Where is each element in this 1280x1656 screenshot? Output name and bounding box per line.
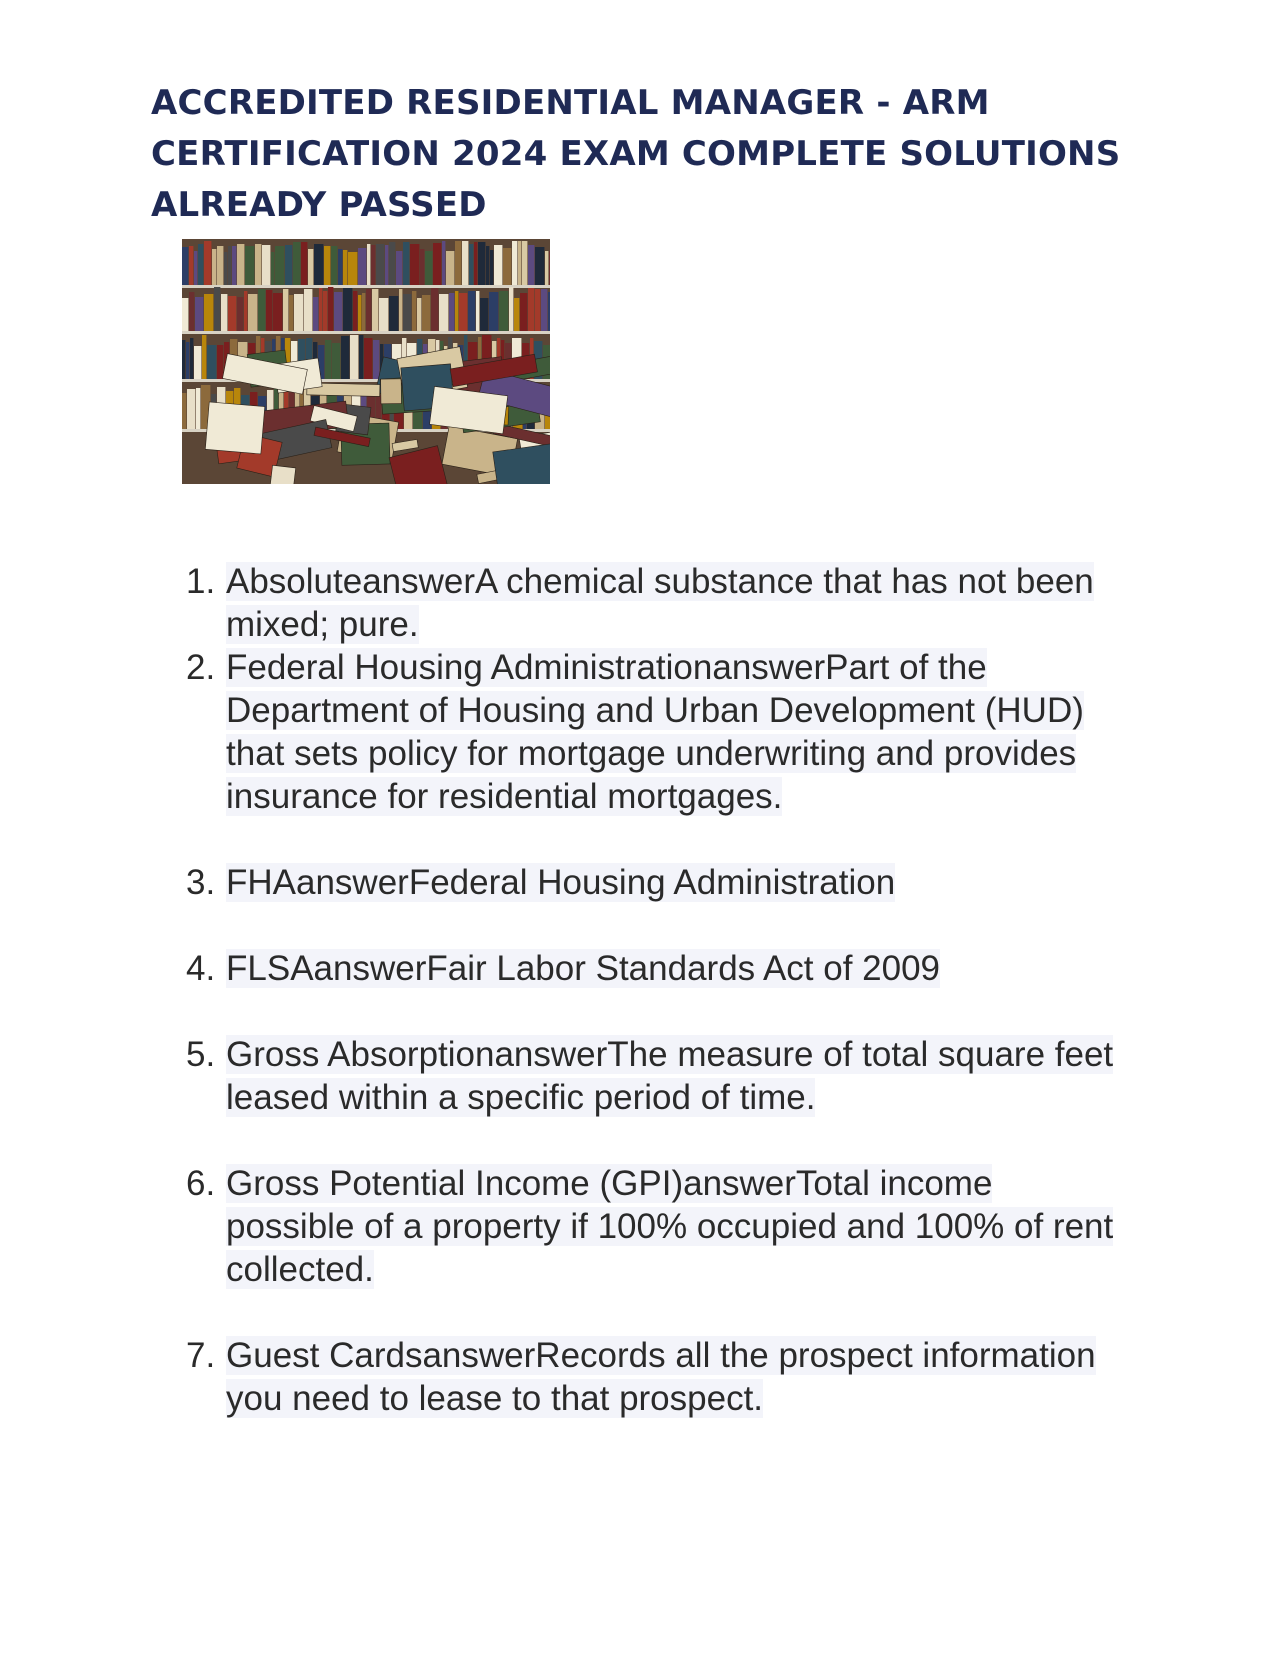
book-spine bbox=[379, 298, 388, 331]
book-spine bbox=[196, 388, 200, 429]
list-item bbox=[0, 947, 1126, 990]
book-spine bbox=[446, 251, 454, 285]
book-spine bbox=[545, 251, 548, 285]
book-spine bbox=[285, 245, 292, 285]
item-text: AbsoluteanswerA chemical substance that has not been mixed; pure. bbox=[226, 562, 1094, 644]
book-spine bbox=[535, 247, 544, 285]
book-spine bbox=[412, 291, 416, 331]
book-spine bbox=[528, 288, 534, 331]
book-spine bbox=[308, 249, 313, 285]
stacked-book bbox=[269, 465, 296, 484]
book-spine bbox=[198, 244, 203, 285]
book-spine bbox=[455, 241, 461, 285]
book-spine bbox=[328, 287, 333, 331]
book-spine bbox=[366, 289, 371, 331]
book-spine bbox=[410, 244, 419, 285]
book-spine bbox=[353, 291, 357, 331]
book-spine bbox=[462, 241, 468, 285]
bookshelf-photo bbox=[182, 239, 550, 484]
book-spine bbox=[350, 335, 358, 379]
book-spine bbox=[204, 294, 213, 331]
book-spine bbox=[190, 338, 193, 379]
book-spine bbox=[367, 244, 370, 285]
shelf-board bbox=[182, 285, 550, 288]
book-spine bbox=[376, 244, 384, 285]
qa-list bbox=[0, 560, 1280, 1420]
list-item bbox=[0, 646, 1126, 818]
item-number: 2. bbox=[186, 648, 216, 687]
book-spine bbox=[359, 335, 363, 379]
book-spine bbox=[469, 244, 473, 285]
item-number: 4. bbox=[186, 949, 216, 988]
book-spine bbox=[232, 246, 236, 285]
item-text: Guest CardsanswerRecords all the prospect information you need to lease to that prospect. bbox=[226, 1336, 1096, 1418]
book-spine bbox=[548, 292, 550, 331]
book-spine bbox=[255, 244, 261, 285]
book-spine bbox=[474, 242, 477, 285]
book-spine bbox=[293, 242, 300, 285]
book-spine bbox=[503, 248, 511, 285]
book-spine bbox=[514, 298, 519, 331]
book-spine bbox=[389, 296, 398, 331]
book-spine bbox=[520, 293, 527, 331]
book-spine bbox=[258, 289, 265, 331]
book-spine bbox=[494, 245, 502, 285]
book-spine bbox=[182, 340, 185, 379]
bookshelf-illustration bbox=[182, 239, 550, 484]
book-spine bbox=[334, 292, 342, 331]
book-spine bbox=[228, 296, 236, 331]
item-text: Federal Housing AdministrationanswerPart of the Department of Housing and Urban Development (HUD) that sets policy for mortgage underwriting and provides insurance for residential mortgages. bbox=[226, 648, 1084, 816]
book-spine bbox=[319, 288, 322, 331]
book-spine bbox=[396, 251, 402, 285]
book-spine bbox=[189, 246, 193, 285]
book-spine bbox=[324, 246, 330, 285]
book-spine bbox=[455, 291, 458, 331]
book-spine bbox=[313, 297, 318, 331]
book-spine bbox=[338, 249, 342, 285]
book-spine bbox=[433, 243, 441, 285]
book-spine bbox=[528, 245, 534, 285]
list-item bbox=[0, 560, 1126, 646]
item-number: 7. bbox=[186, 1336, 216, 1375]
book-spine bbox=[358, 295, 361, 331]
book-spine bbox=[304, 289, 312, 331]
book-spine bbox=[399, 289, 402, 331]
book-spine bbox=[431, 288, 438, 331]
book-spine bbox=[385, 245, 388, 285]
book-spine bbox=[442, 241, 445, 285]
list-item bbox=[0, 1334, 1126, 1420]
book-spine bbox=[403, 294, 411, 331]
book-spine bbox=[182, 247, 188, 285]
book-spine bbox=[489, 292, 498, 331]
book-spine bbox=[373, 340, 379, 379]
book-spine bbox=[323, 291, 327, 331]
book-spine bbox=[420, 249, 424, 285]
item-number: 3. bbox=[186, 863, 216, 902]
book-spine bbox=[480, 298, 488, 331]
book-spine bbox=[332, 343, 340, 379]
stacked-book bbox=[205, 402, 264, 454]
book-spine bbox=[187, 389, 195, 429]
book-spine bbox=[237, 297, 243, 331]
book-spine bbox=[275, 246, 284, 285]
book-spine bbox=[212, 249, 216, 285]
book-spine bbox=[341, 336, 349, 379]
book-spine bbox=[214, 287, 220, 331]
book-spine bbox=[244, 291, 247, 331]
book-spine bbox=[221, 294, 227, 331]
book-spine bbox=[403, 242, 409, 285]
book-spine bbox=[417, 298, 421, 331]
book-spine bbox=[202, 335, 206, 379]
book-spine bbox=[228, 246, 231, 285]
book-spine bbox=[371, 245, 375, 285]
book-spine bbox=[389, 242, 395, 285]
item-number: 1. bbox=[186, 562, 216, 601]
item-text: FLSAanswerFair Labor Standards Act of 2009 bbox=[226, 949, 941, 988]
list-item bbox=[0, 861, 1126, 904]
item-text: FHAanswerFederal Housing Administration bbox=[226, 863, 896, 902]
book-spine bbox=[271, 252, 274, 285]
book-spine bbox=[194, 346, 201, 379]
item-number: 5. bbox=[186, 1035, 216, 1074]
book-spine bbox=[204, 241, 211, 285]
stacked-book bbox=[381, 379, 402, 404]
book-spine bbox=[182, 393, 186, 429]
book-spine bbox=[490, 250, 493, 285]
shelf-board bbox=[182, 331, 550, 334]
item-text: Gross Potential Income (GPI)answerTotal income possible of a property if 100% occupied and 100% of rent collected. bbox=[226, 1164, 1114, 1289]
book-spine bbox=[343, 288, 352, 331]
book-spine bbox=[362, 293, 365, 331]
book-spine bbox=[331, 246, 337, 285]
book-spine bbox=[348, 252, 357, 285]
book-spine bbox=[478, 242, 485, 285]
book-spine bbox=[468, 291, 475, 331]
book-spine bbox=[182, 298, 188, 331]
book-spine bbox=[207, 345, 216, 379]
book-spine bbox=[245, 246, 254, 285]
book-spine bbox=[217, 345, 223, 379]
book-spine bbox=[449, 293, 454, 331]
book-spine bbox=[289, 295, 293, 331]
book-spine bbox=[301, 242, 307, 285]
book-spine bbox=[294, 294, 303, 331]
book-spine bbox=[509, 287, 513, 331]
book-spine bbox=[522, 241, 527, 285]
book-spine bbox=[248, 294, 257, 331]
item-number: 6. bbox=[186, 1164, 216, 1203]
book-spine bbox=[549, 251, 550, 285]
document-title: ACCREDITED RESIDENTIAL MANAGER - ARM CERTIFICATION 2024 EXAM COMPLETE SOLUTIONS ALREADY PASSED bbox=[151, 83, 1121, 225]
book-spine bbox=[189, 292, 194, 331]
book-spine bbox=[194, 251, 197, 285]
book-spine bbox=[499, 291, 508, 331]
book-spine bbox=[422, 295, 430, 331]
book-spine bbox=[186, 342, 189, 379]
book-spine bbox=[314, 244, 323, 285]
item-text: Gross AbsorptionanswerThe measure of total square feet leased within a specific period of time. bbox=[226, 1035, 1114, 1117]
book-spine bbox=[195, 297, 203, 331]
book-spine bbox=[535, 289, 540, 331]
book-spine bbox=[364, 338, 372, 379]
list-item bbox=[0, 1033, 1126, 1119]
book-spine bbox=[343, 250, 347, 285]
book-spine bbox=[518, 241, 521, 285]
book-spine bbox=[425, 251, 432, 285]
book-spine bbox=[237, 244, 244, 285]
book-spine bbox=[283, 289, 288, 331]
book-spine bbox=[512, 241, 517, 285]
book-spine bbox=[266, 290, 272, 331]
book-spine bbox=[476, 291, 479, 331]
book-spine bbox=[224, 252, 227, 285]
book-spine bbox=[262, 245, 270, 285]
book-spine bbox=[541, 289, 547, 331]
book-spine bbox=[217, 246, 223, 285]
book-spine bbox=[486, 246, 489, 285]
book-spine bbox=[273, 293, 282, 331]
book-spine bbox=[325, 340, 331, 379]
list-item bbox=[0, 1162, 1126, 1291]
book-spine bbox=[358, 248, 366, 285]
book-spine bbox=[439, 294, 448, 331]
book-spine bbox=[459, 293, 467, 331]
book-spine bbox=[372, 289, 378, 331]
